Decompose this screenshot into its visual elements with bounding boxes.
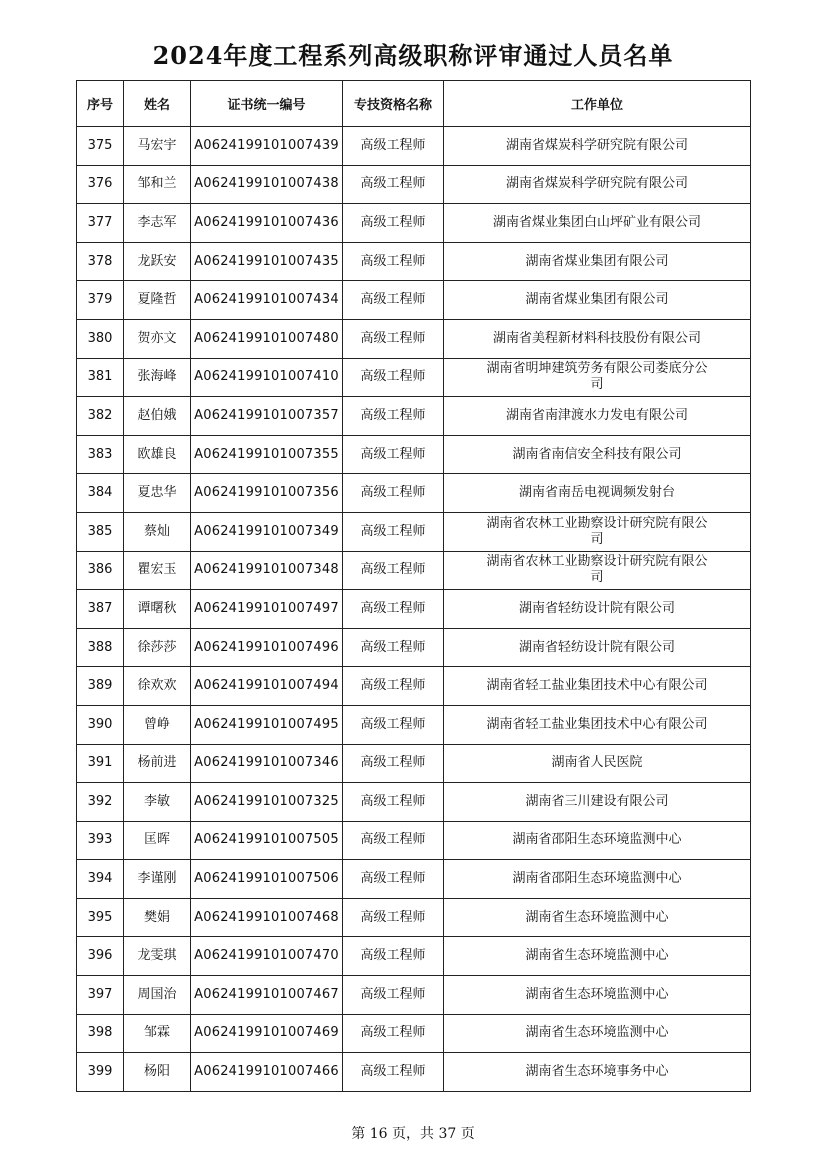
cell-cert: A0624199101007480 xyxy=(191,319,343,358)
cell-unit xyxy=(444,590,751,629)
cell-unit xyxy=(444,127,751,166)
cell-unit-text: 湖南省煤炭科学研究院有限公司 xyxy=(505,137,688,153)
table-row xyxy=(77,512,751,551)
cell-cert: A0624199101007355 xyxy=(191,435,343,474)
cell-seq: 390 xyxy=(77,705,124,744)
cell-seq: 378 xyxy=(77,242,124,281)
cell-unit xyxy=(444,319,751,358)
cell-unit xyxy=(444,783,751,822)
cell-cert: A0624199101007469 xyxy=(191,1014,343,1053)
header-name: 姓名 xyxy=(124,81,191,127)
cell-unit xyxy=(444,281,751,320)
cell-name: 匡晖 xyxy=(124,821,191,860)
cell-unit-text: 湖南省生态环境监测中心 xyxy=(525,1025,669,1041)
table-row xyxy=(77,474,751,513)
cell-cert: A0624199101007467 xyxy=(191,976,343,1015)
cell-name: 龙雯琪 xyxy=(124,937,191,976)
cell-qual: 高级工程师 xyxy=(343,512,444,551)
cell-unit-text: 湖南省南津渡水力发电有限公司 xyxy=(505,407,688,423)
cell-seq: 377 xyxy=(77,204,124,243)
header-qual: 专技资格名称 xyxy=(343,81,444,127)
cell-unit xyxy=(444,976,751,1015)
cell-qual: 高级工程师 xyxy=(343,165,444,204)
cell-unit-text: 湖南省农林工业勘察设计研究院有限公司 xyxy=(486,554,708,586)
table-row xyxy=(77,628,751,667)
cell-seq: 394 xyxy=(77,860,124,899)
cell-qual: 高级工程师 xyxy=(343,204,444,243)
table-row xyxy=(77,744,751,783)
page-footer xyxy=(0,1123,826,1143)
cell-cert: A0624199101007434 xyxy=(191,281,343,320)
cell-cert: A0624199101007436 xyxy=(191,204,343,243)
cell-cert: A0624199101007435 xyxy=(191,242,343,281)
document-title: 2024年度工程系列高级职称评审通过人员名单 xyxy=(152,41,674,70)
cell-seq: 379 xyxy=(77,281,124,320)
table-row xyxy=(77,127,751,166)
cell-unit-text: 湖南省农林工业勘察设计研究院有限公司 xyxy=(486,515,708,547)
cell-name: 蔡灿 xyxy=(124,512,191,551)
cell-qual: 高级工程师 xyxy=(343,590,444,629)
cell-qual: 高级工程师 xyxy=(343,358,444,397)
cell-name: 谭曙秋 xyxy=(124,590,191,629)
cell-unit-text: 湖南省生态环境监测中心 xyxy=(525,986,669,1002)
cell-seq: 392 xyxy=(77,783,124,822)
cell-cert: A0624199101007439 xyxy=(191,127,343,166)
cell-name: 贺亦文 xyxy=(124,319,191,358)
cell-unit-text: 湖南省邵阳生态环境监测中心 xyxy=(512,871,682,887)
cell-seq: 385 xyxy=(77,512,124,551)
cell-seq: 376 xyxy=(77,165,124,204)
cell-unit xyxy=(444,397,751,436)
cell-seq: 375 xyxy=(77,127,124,166)
cell-cert: A0624199101007466 xyxy=(191,1053,343,1092)
cell-qual: 高级工程师 xyxy=(343,397,444,436)
cell-qual: 高级工程师 xyxy=(343,242,444,281)
cell-seq: 398 xyxy=(77,1014,124,1053)
cell-seq: 397 xyxy=(77,976,124,1015)
cell-name: 杨前进 xyxy=(124,744,191,783)
cell-unit xyxy=(444,512,751,551)
cell-cert: A0624199101007357 xyxy=(191,397,343,436)
cell-unit xyxy=(444,204,751,243)
cell-qual: 高级工程师 xyxy=(343,319,444,358)
cell-unit-text: 湖南省美程新材料科技股份有限公司 xyxy=(492,330,701,346)
table-row xyxy=(77,1014,751,1053)
cell-seq: 387 xyxy=(77,590,124,629)
cell-unit-text: 湖南省煤业集团白山坪矿业有限公司 xyxy=(492,214,701,230)
table-row xyxy=(77,551,751,590)
cell-qual: 高级工程师 xyxy=(343,474,444,513)
cell-seq: 395 xyxy=(77,898,124,937)
cell-qual: 高级工程师 xyxy=(343,127,444,166)
cell-name: 龙跃安 xyxy=(124,242,191,281)
cell-unit-text: 湖南省邵阳生态环境监测中心 xyxy=(512,832,682,848)
cell-unit-text: 湖南省煤业集团有限公司 xyxy=(525,292,669,308)
cell-qual: 高级工程师 xyxy=(343,1014,444,1053)
page-number: 第 16 页，共 37 页 xyxy=(351,1126,475,1142)
cell-name: 夏隆哲 xyxy=(124,281,191,320)
cell-qual: 高级工程师 xyxy=(343,705,444,744)
cell-name: 邹霖 xyxy=(124,1014,191,1053)
cell-name: 徐欢欢 xyxy=(124,667,191,706)
table-row xyxy=(77,204,751,243)
cell-cert: A0624199101007468 xyxy=(191,898,343,937)
table-row xyxy=(77,435,751,474)
cell-unit xyxy=(444,435,751,474)
cell-name: 邹和兰 xyxy=(124,165,191,204)
personnel-table xyxy=(76,80,751,1092)
cell-unit xyxy=(444,937,751,976)
cell-cert: A0624199101007349 xyxy=(191,512,343,551)
cell-unit-text: 湖南省煤炭科学研究院有限公司 xyxy=(505,176,688,192)
cell-unit-text: 湖南省生态环境监测中心 xyxy=(525,909,669,925)
table-row xyxy=(77,705,751,744)
cell-name: 李谨刚 xyxy=(124,860,191,899)
cell-cert: A0624199101007506 xyxy=(191,860,343,899)
cell-qual: 高级工程师 xyxy=(343,435,444,474)
cell-qual: 高级工程师 xyxy=(343,783,444,822)
cell-seq: 396 xyxy=(77,937,124,976)
cell-qual: 高级工程师 xyxy=(343,551,444,590)
cell-qual: 高级工程师 xyxy=(343,860,444,899)
cell-unit xyxy=(444,744,751,783)
cell-unit xyxy=(444,358,751,397)
cell-unit-text: 湖南省南岳电视调频发射台 xyxy=(518,485,675,501)
table-row xyxy=(77,281,751,320)
cell-unit-text: 湖南省生态环境监测中心 xyxy=(525,948,669,964)
cell-name: 杨阳 xyxy=(124,1053,191,1092)
cell-unit xyxy=(444,821,751,860)
cell-cert: A0624199101007356 xyxy=(191,474,343,513)
table-row xyxy=(77,1053,751,1092)
cell-name: 周国治 xyxy=(124,976,191,1015)
cell-cert: A0624199101007438 xyxy=(191,165,343,204)
cell-unit xyxy=(444,1053,751,1092)
cell-unit xyxy=(444,474,751,513)
table-row xyxy=(77,165,751,204)
cell-unit xyxy=(444,628,751,667)
table-row xyxy=(77,242,751,281)
cell-qual: 高级工程师 xyxy=(343,1053,444,1092)
cell-name: 李志军 xyxy=(124,204,191,243)
cell-name: 李敏 xyxy=(124,783,191,822)
cell-name: 徐莎莎 xyxy=(124,628,191,667)
cell-cert: A0624199101007494 xyxy=(191,667,343,706)
table-row xyxy=(77,590,751,629)
cell-unit xyxy=(444,667,751,706)
cell-qual: 高级工程师 xyxy=(343,744,444,783)
cell-name: 夏忠华 xyxy=(124,474,191,513)
cell-unit xyxy=(444,860,751,899)
cell-cert: A0624199101007495 xyxy=(191,705,343,744)
cell-qual: 高级工程师 xyxy=(343,898,444,937)
cell-qual: 高级工程师 xyxy=(343,937,444,976)
header-cert: 证书统一编号 xyxy=(191,81,343,127)
cell-unit-text: 湖南省轻工盐业集团技术中心有限公司 xyxy=(486,716,708,732)
cell-name: 赵伯娥 xyxy=(124,397,191,436)
cell-unit xyxy=(444,1014,751,1053)
cell-cert: A0624199101007497 xyxy=(191,590,343,629)
cell-unit-text: 湖南省轻工盐业集团技术中心有限公司 xyxy=(486,678,708,694)
header-seq: 序号 xyxy=(77,81,124,127)
cell-unit xyxy=(444,242,751,281)
cell-qual: 高级工程师 xyxy=(343,667,444,706)
table-row xyxy=(77,358,751,397)
cell-qual: 高级工程师 xyxy=(343,976,444,1015)
cell-cert: A0624199101007346 xyxy=(191,744,343,783)
cell-unit xyxy=(444,165,751,204)
cell-unit xyxy=(444,551,751,590)
cell-unit-text: 湖南省轻纺设计院有限公司 xyxy=(518,600,675,616)
cell-name: 曾峥 xyxy=(124,705,191,744)
cell-seq: 393 xyxy=(77,821,124,860)
cell-unit xyxy=(444,705,751,744)
table-row xyxy=(77,898,751,937)
cell-seq: 384 xyxy=(77,474,124,513)
cell-unit xyxy=(444,898,751,937)
cell-seq: 388 xyxy=(77,628,124,667)
cell-cert: A0624199101007410 xyxy=(191,358,343,397)
cell-seq: 382 xyxy=(77,397,124,436)
cell-seq: 391 xyxy=(77,744,124,783)
table-row xyxy=(77,667,751,706)
cell-unit-text: 湖南省明坤建筑劳务有限公司娄底分公司 xyxy=(486,361,708,393)
cell-unit-text: 湖南省南信安全科技有限公司 xyxy=(512,446,682,462)
header-unit: 工作单位 xyxy=(444,81,751,127)
table-row xyxy=(77,319,751,358)
cell-cert: A0624199101007325 xyxy=(191,783,343,822)
cell-seq: 386 xyxy=(77,551,124,590)
table-row xyxy=(77,860,751,899)
cell-name: 樊娟 xyxy=(124,898,191,937)
table-row xyxy=(77,976,751,1015)
cell-unit-text: 湖南省三川建设有限公司 xyxy=(525,793,669,809)
cell-qual: 高级工程师 xyxy=(343,821,444,860)
cell-unit-text: 湖南省生态环境事务中心 xyxy=(525,1064,669,1080)
cell-unit-text: 湖南省煤业集团有限公司 xyxy=(525,253,669,269)
table-row xyxy=(77,821,751,860)
cell-qual: 高级工程师 xyxy=(343,281,444,320)
table-row xyxy=(77,937,751,976)
cell-name: 瞿宏玉 xyxy=(124,551,191,590)
cell-cert: A0624199101007348 xyxy=(191,551,343,590)
cell-seq: 381 xyxy=(77,358,124,397)
cell-seq: 383 xyxy=(77,435,124,474)
table-row xyxy=(77,397,751,436)
cell-cert: A0624199101007505 xyxy=(191,821,343,860)
table-header-row xyxy=(77,81,751,127)
cell-cert: A0624199101007470 xyxy=(191,937,343,976)
cell-seq: 380 xyxy=(77,319,124,358)
cell-name: 欧雄良 xyxy=(124,435,191,474)
cell-seq: 389 xyxy=(77,667,124,706)
cell-seq: 399 xyxy=(77,1053,124,1092)
cell-name: 马宏宇 xyxy=(124,127,191,166)
cell-unit-text: 湖南省轻纺设计院有限公司 xyxy=(518,639,675,655)
cell-qual: 高级工程师 xyxy=(343,628,444,667)
cell-name: 张海峰 xyxy=(124,358,191,397)
cell-cert: A0624199101007496 xyxy=(191,628,343,667)
table-row xyxy=(77,783,751,822)
cell-unit-text: 湖南省人民医院 xyxy=(551,755,643,771)
